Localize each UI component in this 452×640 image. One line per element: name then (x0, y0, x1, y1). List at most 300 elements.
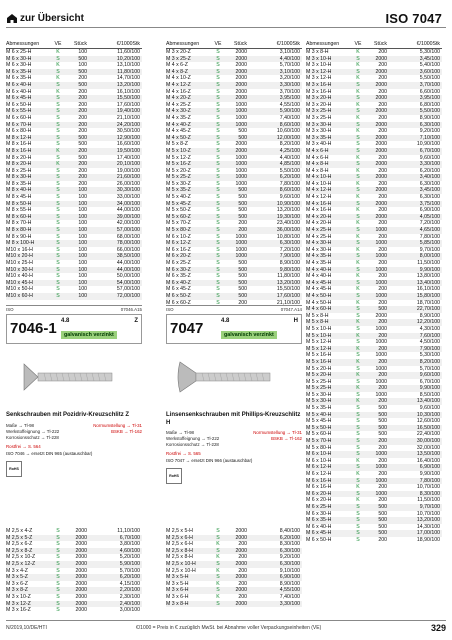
table-row[interactable] (6, 607, 142, 614)
table-row[interactable] (306, 62, 442, 69)
table-row[interactable] (6, 155, 142, 162)
table-row[interactable] (306, 122, 442, 129)
table-row[interactable] (166, 535, 302, 542)
table-row[interactable] (306, 372, 442, 379)
cell-qty: 1000 (375, 477, 387, 484)
table-row[interactable] (166, 108, 302, 115)
cell-price: 13,40/100 (416, 398, 440, 405)
table-row[interactable] (306, 445, 442, 452)
table-row[interactable] (6, 541, 142, 548)
table-row[interactable] (306, 286, 442, 293)
cell-ve: S (216, 260, 220, 266)
table-row[interactable] (306, 247, 442, 254)
table-row[interactable] (306, 89, 442, 96)
table-row[interactable] (6, 574, 142, 581)
cell-price: 3,30/100 (279, 600, 300, 607)
table-row[interactable] (6, 148, 142, 155)
cell-qty: 200 (378, 114, 387, 121)
table-body (306, 49, 442, 544)
table-row[interactable] (306, 214, 442, 221)
cell-price: 5,30/100 (419, 352, 440, 359)
cell-qty: 200 (378, 398, 387, 405)
table-row[interactable] (166, 594, 302, 601)
back-to-overview-link[interactable]: zur Übersicht (20, 13, 84, 24)
table-row[interactable] (306, 260, 442, 267)
cell-dimension: M 6 x 60-Z (166, 299, 191, 306)
cell-dimension: M 5 x 20-H (306, 365, 332, 372)
meta-material-link[interactable]: Werkstoffeignung → Tl-222 (166, 436, 220, 441)
cell-dimension: M 3 x 16-H (306, 88, 332, 95)
table-row[interactable] (166, 62, 302, 69)
table-row[interactable] (6, 128, 142, 135)
table-row[interactable] (306, 56, 442, 63)
meta-corrosion-link[interactable]: Korrosionsschutz → Tl-228 (6, 434, 59, 440)
table-row[interactable] (306, 352, 442, 359)
table-row[interactable] (6, 601, 142, 608)
cell-ve: K (356, 286, 360, 293)
table-row[interactable] (6, 95, 142, 102)
cell-price: 11,10/100 (117, 528, 140, 534)
table-row[interactable] (306, 425, 442, 432)
table-row[interactable] (166, 247, 302, 254)
cell-qty: 500 (378, 503, 387, 510)
cell-dimension: M 3 x 6-H (166, 593, 189, 600)
table-row[interactable] (166, 207, 302, 214)
table-row[interactable] (6, 280, 142, 287)
cell-ve: S (56, 560, 60, 567)
table-row[interactable] (166, 227, 302, 234)
meta-norm-link[interactable]: Normumstellung → Tl-31 (93, 422, 142, 428)
table-row[interactable] (6, 194, 142, 201)
table-row[interactable] (306, 451, 442, 458)
table-row[interactable] (166, 293, 302, 300)
cell-ve: S (356, 438, 360, 445)
table-row[interactable] (6, 594, 142, 601)
table-row[interactable] (306, 497, 442, 504)
table-row[interactable] (166, 528, 302, 535)
cell-price: 9,20/100 (419, 128, 440, 135)
cell-price: 6,20/100 (419, 167, 440, 174)
table-row[interactable] (306, 392, 442, 399)
cell-qty: 2000 (235, 534, 247, 541)
cell-price: 39,00/100 (116, 213, 140, 220)
table-row[interactable] (306, 293, 442, 300)
table-row[interactable] (306, 273, 442, 280)
cell-price: 5,50/100 (279, 167, 300, 174)
cell-qty: 500 (238, 134, 247, 141)
table-row[interactable] (6, 49, 142, 56)
cell-ve: S (356, 312, 360, 319)
cell-ve: S (356, 266, 360, 273)
table-row[interactable] (6, 56, 142, 63)
table-row[interactable] (166, 187, 302, 194)
table-row[interactable] (306, 478, 442, 485)
meta-bskb-link[interactable]: BSKB → Tl-162 (271, 436, 302, 441)
table-row[interactable] (306, 201, 442, 208)
table-row[interactable] (306, 82, 442, 89)
cell-price: 11,80/100 (117, 68, 140, 75)
cell-dimension: M 5 x 10-H (306, 332, 332, 339)
cell-ve: S (216, 600, 220, 607)
table-row[interactable] (6, 554, 142, 561)
cell-ve: S (56, 187, 60, 194)
table-row[interactable] (306, 366, 442, 373)
cell-dimension: M 4 x 25-H (306, 227, 332, 234)
table-row[interactable] (306, 517, 442, 524)
table-row[interactable] (306, 458, 442, 465)
cell-qty: 500 (238, 207, 247, 214)
table-row[interactable] (6, 253, 142, 260)
product-card-7046 (6, 305, 142, 477)
table-row[interactable] (306, 102, 442, 109)
table-row[interactable] (306, 194, 442, 201)
cell-ve: S (56, 233, 60, 240)
table-row[interactable] (166, 587, 302, 594)
cell-price: 12,60/100 (416, 418, 440, 425)
cell-qty: 200 (378, 246, 387, 253)
table-row[interactable] (166, 141, 302, 148)
table-row[interactable] (166, 128, 302, 135)
cell-qty: 2000 (75, 607, 87, 614)
table-row[interactable] (306, 135, 442, 142)
table-row[interactable] (166, 548, 302, 555)
stainless-link[interactable]: Rostfrei → S. 565 (166, 451, 201, 456)
meta-bskb-link[interactable]: BSKB → Tl-162 (111, 428, 142, 434)
table-row[interactable] (166, 122, 302, 129)
cell-qty: 2000 (375, 200, 387, 207)
stainless-link[interactable]: Rostfrei → S. 564 (6, 443, 41, 449)
table-row[interactable] (166, 75, 302, 82)
table-row[interactable] (6, 286, 142, 293)
cell-ve: K (56, 75, 60, 82)
table-row[interactable] (306, 108, 442, 115)
table-row[interactable] (306, 69, 442, 76)
table-row[interactable] (6, 135, 142, 142)
cell-dimension: M 2,5 x 6-H (166, 534, 193, 541)
table-row[interactable] (306, 128, 442, 135)
table-row[interactable] (6, 528, 142, 535)
table-row[interactable] (6, 161, 142, 168)
table-row[interactable] (6, 187, 142, 194)
cell-dimension: M 3 x 35-H (306, 134, 332, 141)
table-row[interactable] (6, 201, 142, 208)
table-row[interactable] (306, 168, 442, 175)
product-number[interactable]: 7047 (170, 320, 204, 337)
cell-price: 8,60/100 (279, 121, 300, 128)
table-row[interactable] (166, 601, 302, 608)
cell-dimension: M 3 x 4-Z (6, 567, 28, 574)
table-row[interactable] (166, 161, 302, 168)
table-row[interactable] (306, 313, 442, 320)
table-row[interactable] (6, 548, 142, 555)
table-row[interactable] (306, 438, 442, 445)
table-row[interactable] (6, 174, 142, 181)
cell-qty: 500 (238, 194, 247, 201)
meta-dimensions-link[interactable]: Maße → Tl-98 (166, 430, 194, 435)
table-row[interactable] (6, 535, 142, 542)
cell-dimension: M 6 x 70-H (6, 121, 32, 128)
cell-price: 4,25/100 (279, 147, 300, 154)
table-row[interactable] (306, 267, 442, 274)
table-row[interactable] (166, 89, 302, 96)
table-row[interactable] (306, 95, 442, 102)
table-row[interactable] (306, 207, 442, 214)
table-row[interactable] (166, 135, 302, 142)
table-row[interactable] (6, 267, 142, 274)
cell-qty: 100 (78, 253, 87, 260)
cell-price: 10,30/100 (416, 411, 440, 418)
table-row[interactable] (306, 405, 442, 412)
table-row[interactable] (6, 561, 142, 568)
cell-ve: S (356, 451, 360, 458)
table-row[interactable] (166, 240, 302, 247)
table-row[interactable] (6, 89, 142, 96)
cell-price: 32,00/100 (416, 444, 440, 451)
table-row[interactable] (306, 234, 442, 241)
cell-qty: 1000 (375, 279, 387, 286)
table-row[interactable] (306, 174, 442, 181)
cell-price: 9,70/100 (419, 503, 440, 510)
table-row[interactable] (306, 511, 442, 518)
cell-qty: 500 (78, 141, 87, 148)
table-row[interactable] (166, 234, 302, 241)
table-row[interactable] (306, 253, 442, 260)
table-row[interactable] (166, 155, 302, 162)
table-row[interactable] (306, 418, 442, 425)
table-row[interactable] (6, 260, 142, 267)
cell-dimension: M 3 x 10-H (306, 55, 332, 62)
cell-ve: S (356, 253, 360, 260)
cell-price: 19,30/100 (276, 213, 300, 220)
table-row[interactable] (166, 148, 302, 155)
drive-code: H (293, 318, 298, 324)
table-row[interactable] (306, 161, 442, 168)
table-row[interactable] (6, 141, 142, 148)
table-row[interactable] (166, 561, 302, 568)
table-row[interactable] (306, 319, 442, 326)
meta-norm-link[interactable]: Normumstellung → Tl-31 (253, 430, 302, 435)
table-row[interactable] (306, 300, 442, 307)
table-row[interactable] (166, 541, 302, 548)
table-row[interactable] (306, 530, 442, 537)
table-row[interactable] (306, 220, 442, 227)
cell-qty: 2000 (235, 75, 247, 82)
table-row[interactable] (166, 49, 302, 56)
cell-dimension: M10 x 20-H (6, 253, 33, 260)
table-row[interactable] (306, 537, 442, 544)
cell-qty: 200 (238, 220, 247, 227)
table-row[interactable] (306, 359, 442, 366)
table-row[interactable] (166, 115, 302, 122)
table-row[interactable] (6, 234, 142, 241)
cell-qty: 2000 (235, 587, 247, 594)
cell-price: 9,90/100 (419, 471, 440, 477)
table-row[interactable] (6, 568, 142, 575)
cell-qty: 1000 (235, 108, 247, 115)
table-row[interactable] (306, 412, 442, 419)
table-row[interactable] (306, 326, 442, 333)
table-row[interactable] (6, 102, 142, 109)
cell-ve: S (356, 292, 360, 299)
table-row[interactable] (306, 491, 442, 498)
cell-dimension: M 8 x 20-H (6, 154, 32, 161)
table-row[interactable] (306, 333, 442, 340)
cell-ve: S (356, 503, 360, 510)
cell-ve: S (216, 49, 220, 55)
cell-ve: S (216, 62, 220, 69)
cell-ve: S (356, 325, 360, 332)
table-row[interactable] (166, 286, 302, 293)
cell-dimension: M 4 x 40-Z (166, 121, 191, 128)
cell-price: 13,20/100 (116, 81, 140, 88)
cell-qty: 500 (238, 279, 247, 286)
cell-price: 20,10/100 (116, 161, 140, 168)
table-row[interactable] (6, 115, 142, 122)
table-row[interactable] (6, 273, 142, 280)
table-row[interactable] (166, 554, 302, 561)
table-row[interactable] (6, 75, 142, 82)
cell-dimension: M 5 x 10-Z (166, 147, 191, 154)
table-row[interactable] (6, 207, 142, 214)
cell-price: 10,70/100 (416, 484, 440, 491)
table-row[interactable] (6, 69, 142, 76)
cell-price: 3,95/100 (279, 95, 300, 102)
table-row[interactable] (6, 220, 142, 227)
table-row[interactable] (166, 260, 302, 267)
cell-qty: 200 (378, 385, 387, 392)
cell-price: 19,40/100 (116, 108, 140, 115)
cell-dimension: M 3 x 12-H (306, 75, 332, 82)
cell-price: 4,60/100 (119, 547, 140, 554)
table-row[interactable] (166, 194, 302, 201)
cell-qty: 2000 (235, 147, 247, 154)
cell-price: 6,20/100 (119, 574, 140, 581)
table-row[interactable] (166, 82, 302, 89)
cell-price: 50,00/100 (116, 273, 140, 280)
table-row[interactable] (306, 306, 442, 313)
meta-material-link[interactable]: Werkstoffeignung → Tl-222 (6, 428, 60, 434)
home-icon[interactable] (6, 13, 18, 24)
table-row[interactable] (6, 62, 142, 69)
table-row[interactable] (306, 280, 442, 287)
table-row[interactable] (6, 82, 142, 89)
table-row[interactable] (166, 56, 302, 63)
table-row[interactable] (166, 253, 302, 260)
table-row[interactable] (166, 581, 302, 588)
cell-dimension: M 6 x 12-H (306, 464, 332, 471)
col-dim-header: Abmessungen (166, 41, 200, 47)
table-row[interactable] (6, 214, 142, 221)
table-row[interactable] (166, 214, 302, 221)
table-row[interactable] (306, 49, 442, 56)
meta-dimensions-link[interactable]: Maße → Tl-98 (6, 422, 34, 428)
table-row[interactable] (6, 122, 142, 129)
table-row[interactable] (6, 227, 142, 234)
finish-badge: galvanisch verzinkt (221, 331, 277, 339)
cell-ve: S (216, 134, 220, 141)
table-row[interactable] (166, 267, 302, 274)
table-row[interactable] (6, 240, 142, 247)
table-row[interactable] (6, 587, 142, 594)
table-row[interactable] (166, 95, 302, 102)
cell-price: 3,60/100 (419, 68, 440, 75)
doc-code: N/2019,10/DE/HTI (6, 625, 47, 631)
product-tag-std: ISO (6, 307, 14, 312)
table-row[interactable] (306, 148, 442, 155)
product-title-box (166, 314, 302, 344)
product-number[interactable]: 7046-1 (10, 320, 57, 337)
table-row[interactable] (306, 398, 442, 405)
table-row[interactable] (166, 280, 302, 287)
meta-corrosion-link[interactable]: Korrosionsschutz → Tl-228 (166, 442, 219, 447)
table-row[interactable] (306, 115, 442, 122)
table-row[interactable] (166, 568, 302, 575)
table-row[interactable] (306, 484, 442, 491)
table-row[interactable] (166, 201, 302, 208)
table-row[interactable] (306, 431, 442, 438)
table-row[interactable] (306, 379, 442, 386)
replacement-note: ISO 7046 → ersetzt DIN 965 (austauschbar) (6, 450, 93, 456)
table-row[interactable] (6, 108, 142, 115)
cell-ve: S (216, 299, 220, 306)
cell-dimension: M 4 x 35-H (306, 260, 332, 266)
table-row[interactable] (306, 385, 442, 392)
cell-qty: 100 (78, 279, 87, 286)
table-row[interactable] (6, 168, 142, 175)
cell-ve: S (56, 574, 60, 581)
table-row[interactable] (306, 155, 442, 162)
page-title: ISO 7047 (385, 11, 442, 26)
cell-price: 15,50/100 (276, 286, 300, 293)
table-row[interactable] (166, 181, 302, 188)
table-row[interactable] (6, 247, 142, 254)
cell-price: 9,70/100 (419, 246, 440, 253)
cell-dimension: M 8 x 40-H (6, 187, 32, 194)
table-row[interactable] (6, 181, 142, 188)
cell-price: 12,00/100 (276, 134, 300, 141)
table-row[interactable] (306, 471, 442, 478)
table-row[interactable] (306, 227, 442, 234)
cell-dimension: M 6 x 40-Z (166, 279, 191, 286)
table-row[interactable] (306, 504, 442, 511)
cell-dimension: M 5 x 35-H (306, 405, 332, 412)
cell-ve: K (356, 358, 360, 365)
table-row[interactable] (306, 75, 442, 82)
table-row[interactable] (306, 524, 442, 531)
table-row[interactable] (306, 181, 442, 188)
cell-qty: 1000 (375, 365, 387, 372)
table-row[interactable] (166, 174, 302, 181)
table-row[interactable] (306, 346, 442, 353)
table-row[interactable] (306, 240, 442, 247)
table-row[interactable] (166, 102, 302, 109)
cell-dimension: M 4 x 8-Z (166, 68, 188, 75)
table-row[interactable] (166, 220, 302, 227)
table-row[interactable] (166, 574, 302, 581)
table-row[interactable] (306, 464, 442, 471)
table-row[interactable] (306, 141, 442, 148)
table-row[interactable] (166, 69, 302, 76)
table-row[interactable] (6, 581, 142, 588)
table-row[interactable] (6, 293, 142, 300)
table-row[interactable] (306, 339, 442, 346)
cell-ve: S (216, 292, 220, 299)
table-row[interactable] (166, 168, 302, 175)
table-row[interactable] (166, 273, 302, 280)
cell-qty: 200 (78, 147, 87, 154)
cell-dimension: M10 x 45-H (6, 279, 33, 286)
table-row[interactable] (306, 187, 442, 194)
